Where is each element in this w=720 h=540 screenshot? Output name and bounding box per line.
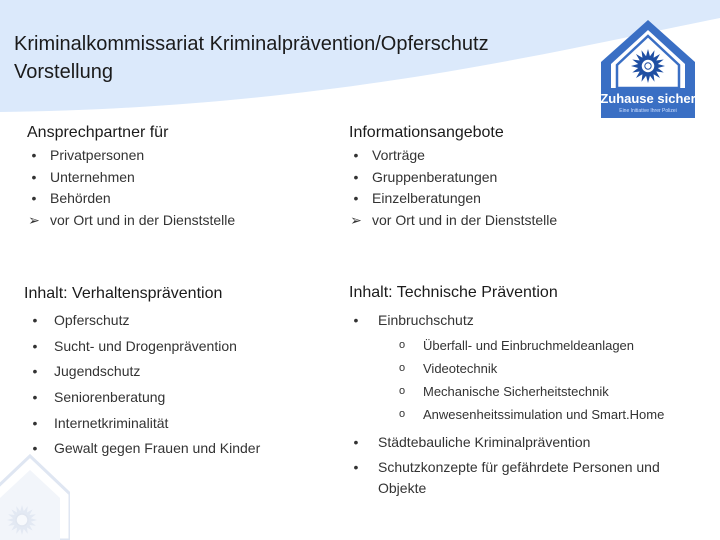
- section-heading-ansprechpartner: Ansprechpartner für: [27, 124, 169, 141]
- sublist-item-text: Mechanische Sicherheitstechnik: [423, 384, 609, 399]
- bullet-marker: •: [353, 312, 359, 328]
- list-item-text: Gruppenberatungen: [372, 168, 498, 185]
- circle-bullet-marker: o: [398, 362, 406, 374]
- list-item: [27, 167, 235, 189]
- zuhause-sicher-logo: [599, 18, 697, 118]
- einbruchschutz-sublist: [349, 334, 689, 426]
- bullet-marker: •: [32, 389, 38, 406]
- list-item-text: Unternehmen: [50, 168, 135, 185]
- informationsangebote-list: [349, 145, 557, 231]
- list-item-text: Einbruchschutz: [378, 312, 474, 328]
- list-item: [349, 310, 689, 426]
- page-title: [14, 30, 489, 86]
- list-item-text: vor Ort und in der Dienststelle: [372, 211, 558, 228]
- page-title-line-2: Vorstellung: [14, 61, 113, 83]
- sublist-item-text: Videotechnik: [423, 361, 498, 376]
- technische-praevention-list: [349, 310, 689, 499]
- ansprechpartner-list: [27, 145, 235, 231]
- list-item-text: Sucht- und Drogenprävention: [54, 337, 237, 354]
- sublist-item: [349, 334, 689, 357]
- house-star-watermark-icon: [0, 450, 70, 540]
- bullet-marker: •: [32, 440, 38, 457]
- list-item: [27, 210, 235, 232]
- sublist-item: [349, 403, 689, 426]
- section-heading-technische-praevention: Inhalt: Technische Prävention: [349, 284, 558, 301]
- list-item-text: Vorträge: [372, 147, 425, 163]
- list-item-text: Einzelberatungen: [372, 190, 481, 206]
- list-item: [349, 210, 557, 232]
- list-item-text: Seniorenberatung: [54, 389, 166, 406]
- list-item-text: Behörden: [50, 190, 111, 206]
- bullet-marker: •: [32, 363, 38, 380]
- list-item: [27, 334, 260, 360]
- list-item-text: Gewalt gegen Frauen und Kinder: [54, 440, 261, 457]
- list-item-text: Opferschutz: [54, 312, 130, 328]
- logo-subtext: Eine Initiative Ihrer Polizei: [619, 108, 677, 114]
- bullet-marker: •: [353, 434, 359, 450]
- bullet-marker: •: [353, 147, 359, 163]
- arrow-bullet-icon: ➢: [350, 211, 362, 228]
- bullet-marker: •: [31, 168, 37, 185]
- section-heading-informationsangebote: Informationsangebote: [349, 124, 504, 141]
- list-item-text: Privatpersonen: [50, 147, 145, 163]
- list-item-text: Internetkriminalität: [54, 414, 169, 431]
- list-item: [349, 457, 689, 499]
- bullet-marker: •: [31, 190, 37, 206]
- list-item: [27, 188, 235, 210]
- list-item: [349, 432, 689, 453]
- list-item: [27, 308, 260, 334]
- list-item: [349, 167, 557, 189]
- bullet-marker: •: [32, 337, 38, 354]
- list-item: [27, 145, 235, 167]
- bullet-marker: •: [353, 190, 359, 206]
- list-item: [27, 411, 260, 437]
- bullet-marker: •: [32, 312, 38, 328]
- list-item-text: vor Ort und in der Dienststelle: [50, 211, 236, 228]
- circle-bullet-marker: o: [398, 339, 406, 351]
- bullet-marker: •: [353, 459, 359, 475]
- list-item: [349, 188, 557, 210]
- list-item-text: Städtebauliche Kriminalprävention: [378, 434, 591, 450]
- list-item: [349, 145, 557, 167]
- bullet-marker: •: [31, 147, 37, 163]
- logo-text: Zuhause sicher: [600, 91, 696, 106]
- sublist-item: [349, 380, 689, 403]
- list-item: [27, 436, 260, 462]
- sublist-item-text: Anwesenheitssimulation und Smart.Home: [423, 407, 665, 422]
- circle-bullet-marker: o: [398, 408, 406, 420]
- arrow-bullet-icon: ➢: [28, 211, 40, 228]
- list-item-text: Jugendschutz: [54, 363, 141, 380]
- sublist-item-text: Überfall- und Einbruchmeldeanlagen: [423, 338, 635, 353]
- list-item: [27, 359, 260, 385]
- list-item: [27, 385, 260, 411]
- sublist-item: [349, 357, 689, 380]
- verhaltenspraevention-list: [27, 308, 260, 462]
- circle-bullet-marker: o: [398, 385, 406, 397]
- bullet-marker: •: [353, 168, 359, 185]
- page-title-line-1: Kriminalkommissariat Kriminalprävention/Opferschutz: [14, 33, 489, 55]
- section-heading-verhaltenspraevention: Inhalt: Verhaltensprävention: [24, 285, 223, 302]
- bullet-marker: •: [32, 414, 38, 431]
- list-item-text: Schutzkonzepte für gefährdete Personen und Objekte: [378, 459, 660, 496]
